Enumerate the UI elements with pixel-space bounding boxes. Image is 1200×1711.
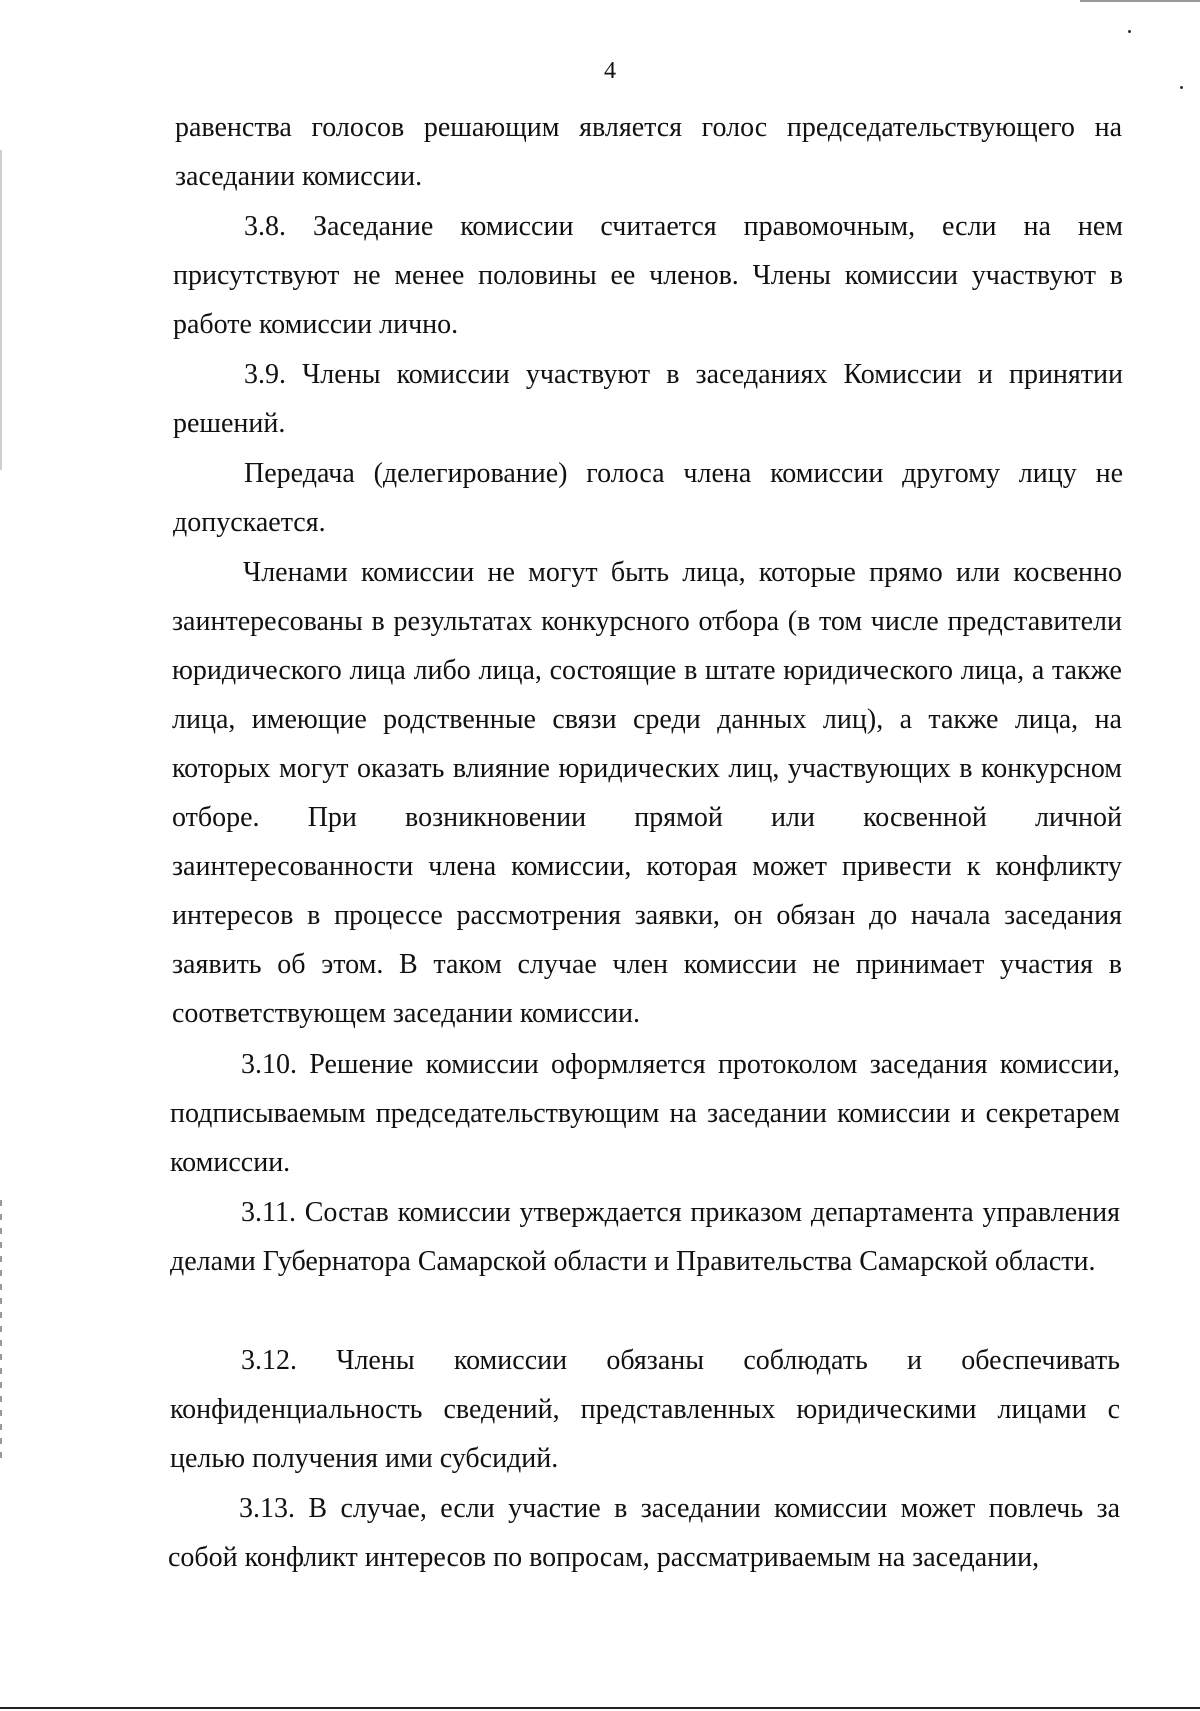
paragraph-3-12 bbox=[170, 1336, 1120, 1483]
paragraph: 3.8. Заседание комиссии считается правомочным, если на нем присутствуют не менее половины ее членов. Члены комиссии участвуют в работе комиссии лично. bbox=[173, 211, 1123, 340]
paragraph-continuation bbox=[175, 103, 1122, 201]
paragraph: Членами комиссии не могут быть лица, которые прямо или косвенно заинтересованы в результатах конкурсного отбора (в том числе представители юридического лица либо лица, состоящие в штате юридического лица, а также лица, имеющие родственные связи среди данных лиц), а также лица, на которых могут оказать влияние юридических лиц, участвующих в конкурсном отборе. При возникновении прямой или косвенной личной заинтересованности члена комиссии, которая может привести к конфликту интересов в процессе рассмотрения заявки, он обязан до начала заседания заявить об этом. В таком случае член комиссии не принимает участия в соответствующем заседании комиссии. bbox=[172, 557, 1122, 1029]
paragraph-3-9 bbox=[173, 350, 1123, 448]
scan-edge-left-dashed bbox=[0, 1200, 2, 1460]
paragraph: 3.13. В случае, если участие в заседании комиссии может повлечь за собой конфликт интересов по вопросам, рассматриваемым на заседании, bbox=[168, 1493, 1120, 1573]
paragraph: 3.10. Решение комиссии оформляется протоколом заседания комиссии, подписываемым председательствующим на заседании комиссии и секретарем комиссии. bbox=[170, 1049, 1120, 1178]
scan-edge-bottom bbox=[0, 1707, 1200, 1709]
scan-speck bbox=[1128, 30, 1131, 33]
paragraph: Передача (делегирование) голоса члена комиссии другому лицу не допускается. bbox=[173, 458, 1123, 538]
paragraph: 3.11. Состав комиссии утверждается приказом департамента управления делами Губернатора Самарской области и Правительства Самарской области. bbox=[170, 1197, 1120, 1277]
page-number: 4 bbox=[604, 58, 616, 84]
paragraph: 3.9. Члены комиссии участвуют в заседаниях Комиссии и принятии решений. bbox=[173, 359, 1123, 439]
paragraph-delegation bbox=[173, 449, 1123, 547]
paragraph-3-11 bbox=[170, 1188, 1120, 1286]
paragraph-3-10 bbox=[170, 1040, 1120, 1187]
scan-speck bbox=[1180, 86, 1183, 89]
paragraph-3-13 bbox=[168, 1484, 1120, 1582]
paragraph: равенства голосов решающим является голос председательствующего на заседании комиссии. bbox=[175, 112, 1122, 192]
paragraph-3-8 bbox=[173, 202, 1123, 349]
paragraph: 3.12. Члены комиссии обязаны соблюдать и обеспечивать конфиденциальность сведений, представленных юридическими лицами с целью получения ими субсидий. bbox=[170, 1345, 1120, 1474]
scan-edge-top bbox=[1080, 0, 1200, 2]
paragraph-conflict-of-interest bbox=[172, 548, 1122, 1038]
scan-edge-left bbox=[0, 150, 2, 470]
